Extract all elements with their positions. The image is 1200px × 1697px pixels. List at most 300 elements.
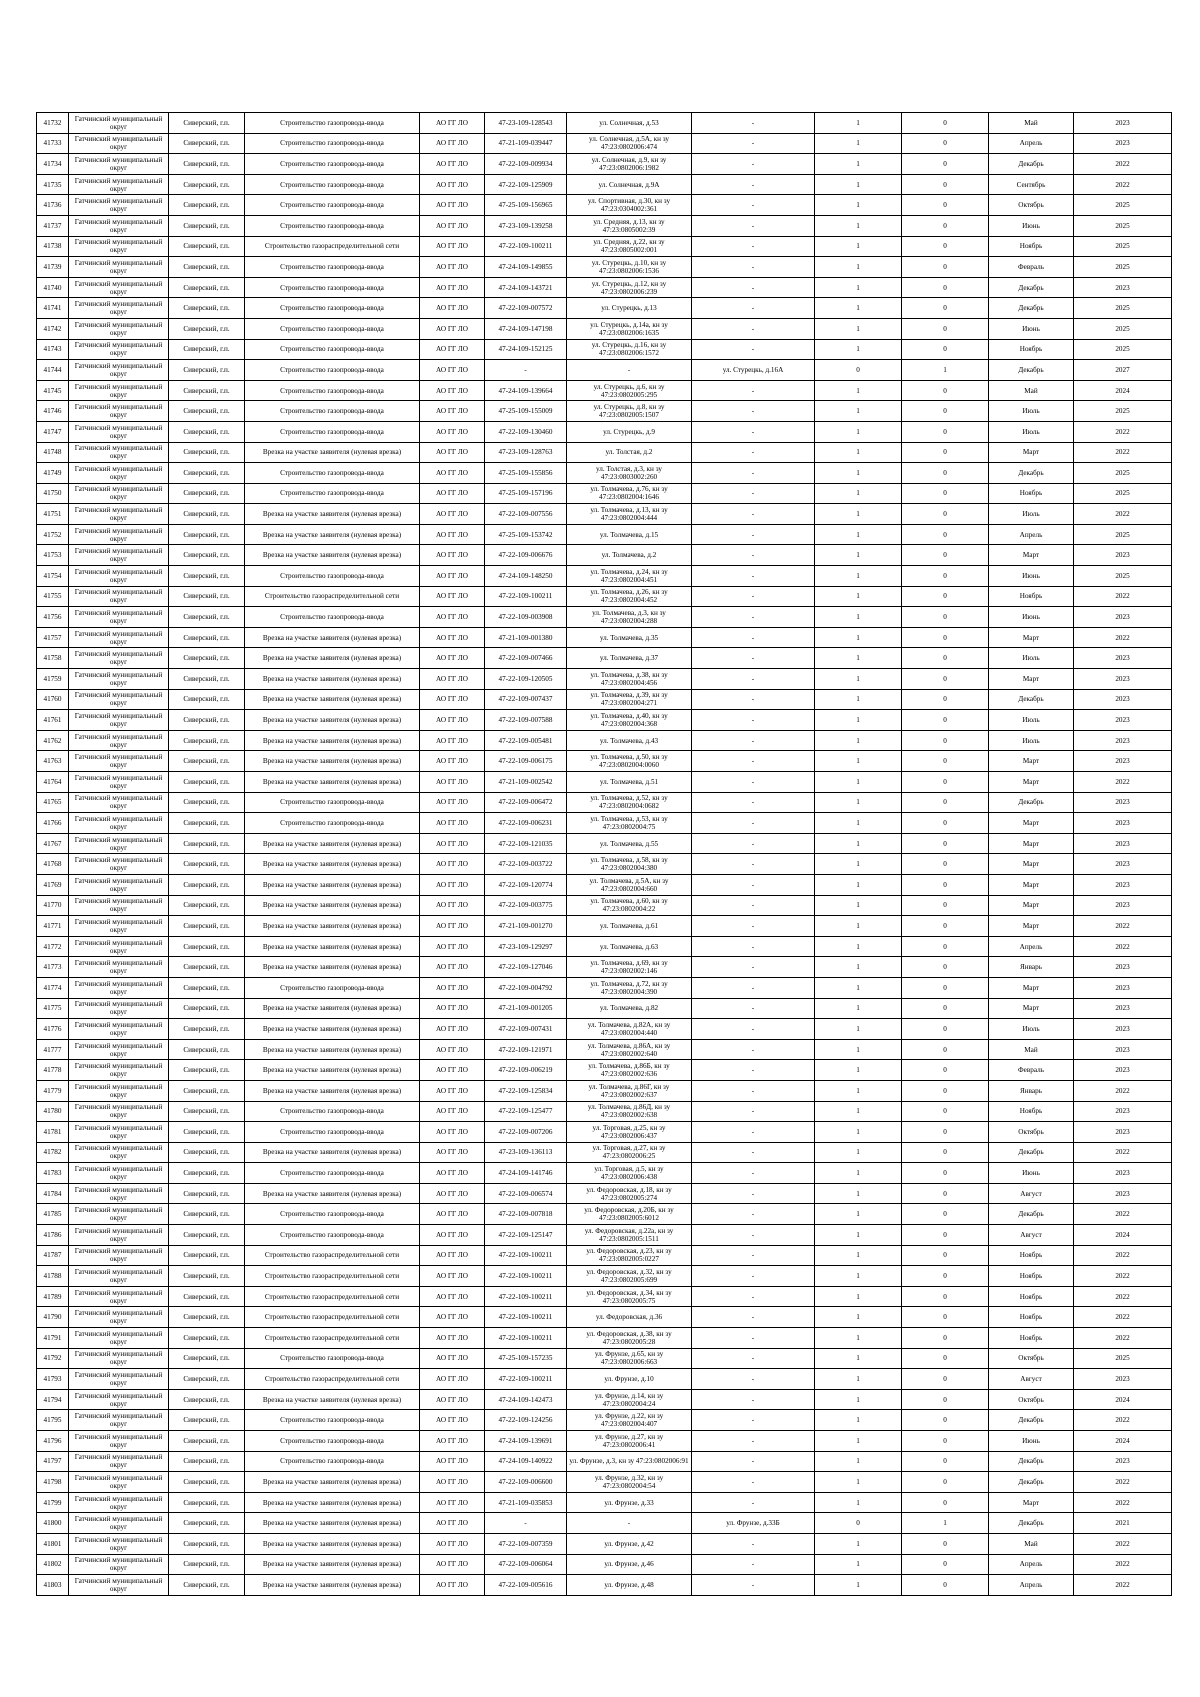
month-cell: Июль — [989, 401, 1074, 422]
count-without-number-cell: 0 — [902, 1348, 989, 1369]
municipality-cell: Гатчинский муниципальный округ — [69, 1080, 169, 1101]
count-with-number-cell: 1 — [815, 1554, 902, 1575]
organization-cell: АО ГГ ЛО — [420, 1307, 485, 1328]
count-without-number-cell: 0 — [902, 1307, 989, 1328]
work-type-cell: Врезка на участке заявителя (нулевая врезка) — [245, 895, 420, 916]
table-row — [37, 998, 1172, 1019]
application-number-cell: 47-22-109-003908 — [485, 607, 567, 628]
address-without-number-cell: - — [692, 421, 815, 442]
organization-cell: АО ГГ ЛО — [420, 833, 485, 854]
application-number-cell: 47-22-109-100211 — [485, 236, 567, 257]
year-cell: 2022 — [1074, 1410, 1172, 1431]
municipality-cell: Гатчинский муниципальный округ — [69, 1369, 169, 1390]
municipality-cell: Гатчинский муниципальный округ — [69, 874, 169, 895]
count-without-number-cell: 0 — [902, 1554, 989, 1575]
table-row — [37, 1533, 1172, 1554]
settlement-cell: Сиверский, г.п. — [169, 298, 245, 319]
address-cell: ул. Стурецкь, д.9 — [567, 421, 692, 442]
application-number-cell: 47-24-109-147198 — [485, 318, 567, 339]
address-without-number-cell: - — [692, 174, 815, 195]
count-without-number-cell: 0 — [902, 1369, 989, 1390]
table-row — [37, 545, 1172, 566]
organization-cell: АО ГГ ЛО — [420, 1328, 485, 1349]
year-cell: 2022 — [1074, 916, 1172, 937]
settlement-cell: Сиверский, г.п. — [169, 1101, 245, 1122]
municipality-cell: Гатчинский муниципальный округ — [69, 1183, 169, 1204]
month-cell: Май — [989, 1039, 1074, 1060]
municipality-cell: Гатчинский муниципальный округ — [69, 1472, 169, 1493]
work-type-cell: Врезка на участке заявителя (нулевая врезка) — [245, 524, 420, 545]
month-cell: Октябрь — [989, 1389, 1074, 1410]
count-without-number-cell: 0 — [902, 463, 989, 484]
address-cell: ул. Стурецкь, д.13 — [567, 298, 692, 319]
organization-cell: АО ГГ ЛО — [420, 648, 485, 669]
count-without-number-cell: 0 — [902, 1328, 989, 1349]
municipality-cell: Гатчинский муниципальный округ — [69, 1451, 169, 1472]
month-cell: Ноябрь — [989, 1245, 1074, 1266]
year-cell: 2023 — [1074, 1101, 1172, 1122]
month-cell: Май — [989, 113, 1074, 134]
row-number-cell: 41775 — [37, 998, 69, 1019]
count-with-number-cell: 1 — [815, 977, 902, 998]
address-cell: ул. Толмачева, д.86Д, кн зу 47:23:0802002:638 — [567, 1101, 692, 1122]
table-row — [37, 1451, 1172, 1472]
work-type-cell: Врезка на участке заявителя (нулевая врезка) — [245, 1533, 420, 1554]
address-cell: ул. Солнечная, д.53 — [567, 113, 692, 134]
year-cell: 2023 — [1074, 669, 1172, 690]
count-without-number-cell: 0 — [902, 401, 989, 422]
address-cell: ул. Толмачева, д.63 — [567, 936, 692, 957]
month-cell: Март — [989, 895, 1074, 916]
count-without-number-cell: 1 — [902, 360, 989, 381]
count-with-number-cell: 1 — [815, 669, 902, 690]
year-cell: 2023 — [1074, 977, 1172, 998]
count-without-number-cell: 0 — [902, 1451, 989, 1472]
year-cell: 2023 — [1074, 895, 1172, 916]
work-type-cell: Врезка на участке заявителя (нулевая врезка) — [245, 751, 420, 772]
count-with-number-cell: 1 — [815, 854, 902, 875]
count-with-number-cell: 1 — [815, 1389, 902, 1410]
count-with-number-cell: 1 — [815, 998, 902, 1019]
municipality-cell: Гатчинский муниципальный округ — [69, 401, 169, 422]
application-number-cell: 47-25-109-157235 — [485, 1348, 567, 1369]
count-with-number-cell: 1 — [815, 380, 902, 401]
settlement-cell: Сиверский, г.п. — [169, 1266, 245, 1287]
row-number-cell: 41768 — [37, 854, 69, 875]
organization-cell: АО ГГ ЛО — [420, 1451, 485, 1472]
year-cell: 2022 — [1074, 154, 1172, 175]
row-number-cell: 41796 — [37, 1431, 69, 1452]
table-row — [37, 257, 1172, 278]
count-without-number-cell: 0 — [902, 916, 989, 937]
address-without-number-cell: - — [692, 627, 815, 648]
application-number-cell: 47-22-109-005481 — [485, 730, 567, 751]
address-without-number-cell: - — [692, 936, 815, 957]
address-cell: ул. Фрунзе, д.22, кн зу 47:23:0802004:407 — [567, 1410, 692, 1431]
month-cell: Июнь — [989, 215, 1074, 236]
work-type-cell: Врезка на участке заявителя (нулевая врезка) — [245, 504, 420, 525]
table-row — [37, 1554, 1172, 1575]
application-number-cell: 47-23-109-128543 — [485, 113, 567, 134]
count-without-number-cell: 0 — [902, 442, 989, 463]
application-number-cell: 47-22-109-100211 — [485, 1307, 567, 1328]
address-without-number-cell: - — [692, 298, 815, 319]
count-without-number-cell: 0 — [902, 1575, 989, 1596]
settlement-cell: Сиверский, г.п. — [169, 792, 245, 813]
work-type-cell: Строительство газораспределительной сети — [245, 586, 420, 607]
address-cell: ул. Толмачева, д.3, кн зу 47:23:0802004:288 — [567, 607, 692, 628]
work-type-cell: Строительство газопровода-ввода — [245, 174, 420, 195]
work-type-cell: Строительство газораспределительной сети — [245, 1266, 420, 1287]
count-without-number-cell: 0 — [902, 524, 989, 545]
work-type-cell: Врезка на участке заявителя (нулевая врезка) — [245, 957, 420, 978]
month-cell: Июнь — [989, 607, 1074, 628]
work-type-cell: Строительство газопровода-ввода — [245, 1163, 420, 1184]
month-cell: Июль — [989, 710, 1074, 731]
row-number-cell: 41787 — [37, 1245, 69, 1266]
count-with-number-cell: 1 — [815, 1225, 902, 1246]
table-row — [37, 772, 1172, 793]
row-number-cell: 41771 — [37, 916, 69, 937]
municipality-cell: Гатчинский муниципальный округ — [69, 1575, 169, 1596]
month-cell: Март — [989, 545, 1074, 566]
application-number-cell: 47-22-109-009934 — [485, 154, 567, 175]
year-cell: 2025 — [1074, 236, 1172, 257]
address-without-number-cell: - — [692, 483, 815, 504]
row-number-cell: 41798 — [37, 1472, 69, 1493]
address-without-number-cell: - — [692, 1039, 815, 1060]
organization-cell: АО ГГ ЛО — [420, 442, 485, 463]
count-with-number-cell: 1 — [815, 957, 902, 978]
row-number-cell: 41757 — [37, 627, 69, 648]
registry-body — [37, 113, 1172, 1596]
settlement-cell: Сиверский, г.п. — [169, 1286, 245, 1307]
address-cell: ул. Федоровская, д.36 — [567, 1307, 692, 1328]
year-cell: 2023 — [1074, 1060, 1172, 1081]
work-type-cell: Врезка на участке заявителя (нулевая врезка) — [245, 1554, 420, 1575]
municipality-cell: Гатчинский муниципальный округ — [69, 813, 169, 834]
address-without-number-cell: - — [692, 792, 815, 813]
address-without-number-cell: - — [692, 977, 815, 998]
settlement-cell: Сиверский, г.п. — [169, 730, 245, 751]
municipality-cell: Гатчинский муниципальный округ — [69, 339, 169, 360]
settlement-cell: Сиверский, г.п. — [169, 998, 245, 1019]
organization-cell: АО ГГ ЛО — [420, 607, 485, 628]
organization-cell: АО ГГ ЛО — [420, 957, 485, 978]
application-number-cell: 47-22-109-007437 — [485, 689, 567, 710]
count-with-number-cell: 0 — [815, 1513, 902, 1534]
work-type-cell: Строительство газораспределительной сети — [245, 1328, 420, 1349]
municipality-cell: Гатчинский муниципальный округ — [69, 215, 169, 236]
application-number-cell: 47-22-109-007572 — [485, 298, 567, 319]
year-cell: 2023 — [1074, 1163, 1172, 1184]
table-row — [37, 669, 1172, 690]
count-with-number-cell: 1 — [815, 195, 902, 216]
count-without-number-cell: 0 — [902, 1204, 989, 1225]
count-with-number-cell: 1 — [815, 1286, 902, 1307]
address-without-number-cell: - — [692, 648, 815, 669]
year-cell: 2021 — [1074, 1513, 1172, 1534]
address-cell: ул. Толмачева, д.37 — [567, 648, 692, 669]
application-number-cell: 47-22-109-125147 — [485, 1225, 567, 1246]
organization-cell: АО ГГ ЛО — [420, 1225, 485, 1246]
count-with-number-cell: 1 — [815, 895, 902, 916]
application-number-cell: 47-22-109-007431 — [485, 1019, 567, 1040]
count-without-number-cell: 0 — [902, 1431, 989, 1452]
count-with-number-cell: 1 — [815, 1060, 902, 1081]
count-with-number-cell: 1 — [815, 1533, 902, 1554]
work-type-cell: Строительство газопровода-ввода — [245, 360, 420, 381]
table-row — [37, 1019, 1172, 1040]
table-row — [37, 483, 1172, 504]
organization-cell: АО ГГ ЛО — [420, 1369, 485, 1390]
table-row — [37, 463, 1172, 484]
settlement-cell: Сиверский, г.п. — [169, 895, 245, 916]
settlement-cell: Сиверский, г.п. — [169, 689, 245, 710]
municipality-cell: Гатчинский муниципальный округ — [69, 1389, 169, 1410]
address-cell: ул. Фрунзе, д.3, кн зу 47:23:0802006:91 — [567, 1451, 692, 1472]
application-number-cell: 47-22-109-006600 — [485, 1472, 567, 1493]
year-cell: 2023 — [1074, 113, 1172, 134]
work-type-cell: Врезка на участке заявителя (нулевая врезка) — [245, 1039, 420, 1060]
organization-cell: АО ГГ ЛО — [420, 339, 485, 360]
count-without-number-cell: 0 — [902, 236, 989, 257]
table-row — [37, 1307, 1172, 1328]
row-number-cell: 41754 — [37, 566, 69, 587]
row-number-cell: 41745 — [37, 380, 69, 401]
month-cell: Январь — [989, 957, 1074, 978]
year-cell: 2023 — [1074, 648, 1172, 669]
row-number-cell: 41774 — [37, 977, 69, 998]
application-number-cell: 47-22-109-006231 — [485, 813, 567, 834]
address-cell: ул. Толмачева, д.40, кн зу 47:23:0802004:368 — [567, 710, 692, 731]
address-cell: ул. Фрунзе, д.27, кн зу 47:23:0802006:41 — [567, 1431, 692, 1452]
count-with-number-cell: 1 — [815, 1472, 902, 1493]
count-with-number-cell: 1 — [815, 298, 902, 319]
year-cell: 2022 — [1074, 1492, 1172, 1513]
municipality-cell: Гатчинский муниципальный округ — [69, 895, 169, 916]
application-number-cell: 47-22-109-124256 — [485, 1410, 567, 1431]
month-cell: Декабрь — [989, 1204, 1074, 1225]
count-with-number-cell: 1 — [815, 566, 902, 587]
address-cell: - — [567, 1513, 692, 1534]
count-with-number-cell: 1 — [815, 586, 902, 607]
month-cell: Июль — [989, 648, 1074, 669]
table-row — [37, 133, 1172, 154]
settlement-cell: Сиверский, г.п. — [169, 833, 245, 854]
address-cell: ул. Толмачева, д.26, кн зу 47:23:0802004:452 — [567, 586, 692, 607]
address-cell: ул. Торговая, д.5, кн зу 47:23:0802006:438 — [567, 1163, 692, 1184]
address-cell: ул. Толмачева, д.86Б, кн зу 47:23:0802002:636 — [567, 1060, 692, 1081]
municipality-cell: Гатчинский муниципальный округ — [69, 1431, 169, 1452]
work-type-cell: Строительство газопровода-ввода — [245, 257, 420, 278]
count-without-number-cell: 0 — [902, 277, 989, 298]
count-without-number-cell: 0 — [902, 483, 989, 504]
month-cell: Март — [989, 627, 1074, 648]
row-number-cell: 41737 — [37, 215, 69, 236]
count-with-number-cell: 1 — [815, 154, 902, 175]
table-row — [37, 113, 1172, 134]
application-number-cell: 47-21-109-001380 — [485, 627, 567, 648]
month-cell: Июль — [989, 730, 1074, 751]
address-cell: ул. Федоровская, д.38, кн зу 47:23:0802005:28 — [567, 1328, 692, 1349]
count-with-number-cell: 1 — [815, 1101, 902, 1122]
municipality-cell: Гатчинский муниципальный округ — [69, 1492, 169, 1513]
work-type-cell: Врезка на участке заявителя (нулевая врезка) — [245, 669, 420, 690]
month-cell: Ноябрь — [989, 1286, 1074, 1307]
year-cell: 2022 — [1074, 1245, 1172, 1266]
settlement-cell: Сиверский, г.п. — [169, 1039, 245, 1060]
count-without-number-cell: 0 — [902, 1039, 989, 1060]
settlement-cell: Сиверский, г.п. — [169, 1225, 245, 1246]
address-without-number-cell: - — [692, 874, 815, 895]
row-number-cell: 41742 — [37, 318, 69, 339]
municipality-cell: Гатчинский муниципальный округ — [69, 113, 169, 134]
settlement-cell: Сиверский, г.п. — [169, 1348, 245, 1369]
month-cell: Декабрь — [989, 792, 1074, 813]
count-with-number-cell: 1 — [815, 1122, 902, 1143]
table-row — [37, 566, 1172, 587]
address-cell: ул. Толмачева, д.24, кн зу 47:23:0802004:451 — [567, 566, 692, 587]
table-row — [37, 895, 1172, 916]
row-number-cell: 41762 — [37, 730, 69, 751]
settlement-cell: Сиверский, г.п. — [169, 401, 245, 422]
year-cell: 2025 — [1074, 298, 1172, 319]
year-cell: 2022 — [1074, 174, 1172, 195]
table-row — [37, 1513, 1172, 1534]
year-cell: 2022 — [1074, 1142, 1172, 1163]
row-number-cell: 41783 — [37, 1163, 69, 1184]
application-number-cell: 47-23-109-129297 — [485, 936, 567, 957]
table-row — [37, 1060, 1172, 1081]
year-cell: 2023 — [1074, 957, 1172, 978]
count-without-number-cell: 0 — [902, 689, 989, 710]
application-number-cell: 47-22-109-125477 — [485, 1101, 567, 1122]
address-without-number-cell: - — [692, 689, 815, 710]
count-with-number-cell: 1 — [815, 113, 902, 134]
count-with-number-cell: 1 — [815, 1492, 902, 1513]
count-with-number-cell: 1 — [815, 215, 902, 236]
address-without-number-cell: - — [692, 277, 815, 298]
address-without-number-cell: - — [692, 1225, 815, 1246]
count-without-number-cell: 0 — [902, 339, 989, 360]
count-without-number-cell: 0 — [902, 215, 989, 236]
application-number-cell: 47-22-109-121035 — [485, 833, 567, 854]
month-cell: Июнь — [989, 318, 1074, 339]
year-cell: 2023 — [1074, 730, 1172, 751]
row-number-cell: 41734 — [37, 154, 69, 175]
organization-cell: АО ГГ ЛО — [420, 257, 485, 278]
month-cell: Июль — [989, 421, 1074, 442]
year-cell: 2025 — [1074, 195, 1172, 216]
work-type-cell: Строительство газопровода-ввода — [245, 1451, 420, 1472]
count-with-number-cell: 1 — [815, 833, 902, 854]
work-type-cell: Строительство газопровода-ввода — [245, 401, 420, 422]
row-number-cell: 41743 — [37, 339, 69, 360]
table-row — [37, 442, 1172, 463]
row-number-cell: 41759 — [37, 669, 69, 690]
address-without-number-cell: - — [692, 607, 815, 628]
settlement-cell: Сиверский, г.п. — [169, 1060, 245, 1081]
table-row — [37, 586, 1172, 607]
municipality-cell: Гатчинский муниципальный округ — [69, 586, 169, 607]
year-cell: 2023 — [1074, 1122, 1172, 1143]
settlement-cell: Сиверский, г.п. — [169, 648, 245, 669]
address-without-number-cell: - — [692, 1451, 815, 1472]
table-row — [37, 751, 1172, 772]
settlement-cell: Сиверский, г.п. — [169, 1472, 245, 1493]
table-row — [37, 380, 1172, 401]
row-number-cell: 41740 — [37, 277, 69, 298]
address-cell: ул. Толмачева, д.60, кн зу 47:23:0802004:22 — [567, 895, 692, 916]
address-cell: ул. Толмачева, д.52, кн зу 47:23:0802004:0682 — [567, 792, 692, 813]
work-type-cell: Строительство газораспределительной сети — [245, 1369, 420, 1390]
count-without-number-cell: 0 — [902, 545, 989, 566]
address-cell: ул. Фрунзе, д.33 — [567, 1492, 692, 1513]
year-cell: 2023 — [1074, 1039, 1172, 1060]
row-number-cell: 41748 — [37, 442, 69, 463]
table-row — [37, 339, 1172, 360]
address-cell: ул. Толмачева, д.51 — [567, 772, 692, 793]
municipality-cell: Гатчинский муниципальный округ — [69, 298, 169, 319]
work-type-cell: Строительство газопровода-ввода — [245, 1410, 420, 1431]
table-row — [37, 710, 1172, 731]
count-with-number-cell: 1 — [815, 277, 902, 298]
table-row — [37, 936, 1172, 957]
month-cell: Август — [989, 1183, 1074, 1204]
work-type-cell: Строительство газопровода-ввода — [245, 566, 420, 587]
organization-cell: АО ГГ ЛО — [420, 1163, 485, 1184]
organization-cell: АО ГГ ЛО — [420, 174, 485, 195]
year-cell: 2024 — [1074, 1431, 1172, 1452]
application-number-cell: 47-23-109-128763 — [485, 442, 567, 463]
count-without-number-cell: 0 — [902, 318, 989, 339]
address-cell: ул. Средняя, д.13, кн зу 47:23:0805002:39 — [567, 215, 692, 236]
year-cell: 2023 — [1074, 710, 1172, 731]
municipality-cell: Гатчинский муниципальный округ — [69, 195, 169, 216]
row-number-cell: 41761 — [37, 710, 69, 731]
application-number-cell: 47-22-109-125909 — [485, 174, 567, 195]
address-without-number-cell: - — [692, 1554, 815, 1575]
address-cell: ул. Толмачева, д.43 — [567, 730, 692, 751]
month-cell: Декабрь — [989, 1451, 1074, 1472]
count-without-number-cell: 0 — [902, 936, 989, 957]
year-cell: 2024 — [1074, 1389, 1172, 1410]
work-type-cell: Врезка на участке заявителя (нулевая врезка) — [245, 545, 420, 566]
address-cell: ул. Федоровская, д.34, кн зу 47:23:0802005:75 — [567, 1286, 692, 1307]
organization-cell: АО ГГ ЛО — [420, 1101, 485, 1122]
count-without-number-cell: 0 — [902, 772, 989, 793]
application-number-cell: 47-25-109-155009 — [485, 401, 567, 422]
month-cell: Ноябрь — [989, 236, 1074, 257]
organization-cell: АО ГГ ЛО — [420, 195, 485, 216]
address-without-number-cell: - — [692, 504, 815, 525]
address-cell: ул. Фрунзе, д.46 — [567, 1554, 692, 1575]
organization-cell: АО ГГ ЛО — [420, 1122, 485, 1143]
count-with-number-cell: 1 — [815, 1348, 902, 1369]
table-row — [37, 1183, 1172, 1204]
municipality-cell: Гатчинский муниципальный округ — [69, 174, 169, 195]
organization-cell: АО ГГ ЛО — [420, 627, 485, 648]
application-number-cell: 47-23-109-136113 — [485, 1142, 567, 1163]
address-cell: ул. Толмачева, д.53, кн зу 47:23:0802004:75 — [567, 813, 692, 834]
address-without-number-cell: - — [692, 957, 815, 978]
municipality-cell: Гатчинский муниципальный округ — [69, 1554, 169, 1575]
organization-cell: АО ГГ ЛО — [420, 1472, 485, 1493]
application-number-cell: 47-24-109-139664 — [485, 380, 567, 401]
application-number-cell: 47-24-109-141746 — [485, 1163, 567, 1184]
year-cell: 2023 — [1074, 545, 1172, 566]
